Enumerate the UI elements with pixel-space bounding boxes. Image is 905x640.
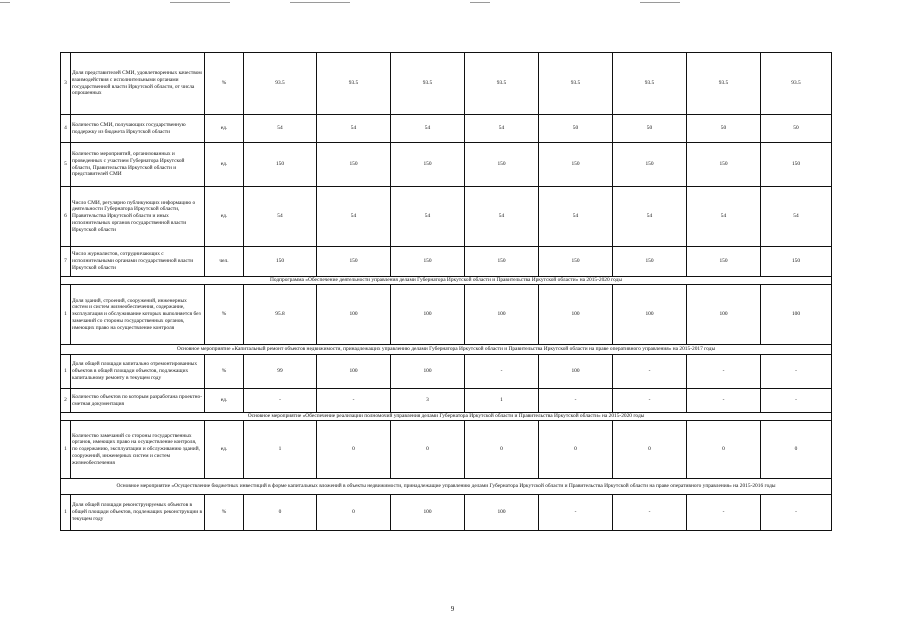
indicator-value: 100 <box>539 285 613 345</box>
unit-of-measure: % <box>205 355 244 389</box>
table-row <box>61 53 832 115</box>
unit-of-measure: % <box>205 53 244 115</box>
indicator-name: Количество мероприятий, организованных и проведенных с участием Губернатора Иркутской области, Правительства Иркутской области и представителей СМИ <box>71 143 205 187</box>
indicator-value: 0 <box>465 421 539 479</box>
table-row <box>61 247 832 277</box>
indicator-name: Доля зданий, строений, сооружений, инженерных систем и систем жизнеобеспечения, содержание, эксплуатация и обслуживание которых выполняется без замечаний со стороны государственных органов, имеющих право на осуществление контроля <box>71 285 205 345</box>
indicator-value: 150 <box>539 143 613 187</box>
indicator-name: Доля представителей СМИ, удовлетворенных качеством взаимодействия с исполнительными органами государственной власти Иркутской области, от числа опрошенных <box>71 53 205 115</box>
indicator-value: 150 <box>539 247 613 277</box>
indicator-value: 150 <box>761 247 832 277</box>
indicator-value: 0 <box>317 495 391 531</box>
indicator-value: 150 <box>317 143 391 187</box>
indicator-value: 150 <box>687 143 761 187</box>
row-number: 1 <box>61 285 71 345</box>
indicator-value: 100 <box>465 285 539 345</box>
row-number: 1 <box>61 421 71 479</box>
indicator-value: 150 <box>465 143 539 187</box>
section-header-row <box>61 413 832 421</box>
indicator-value: 150 <box>244 247 317 277</box>
indicator-value: 54 <box>465 115 539 143</box>
indicator-value: 54 <box>244 187 317 247</box>
section-title: Подпрограмма «Обеспечение деятельности управления делами Губернатора Иркутской области и Правительства Иркутской области» на 2015-2020 годы <box>61 277 832 285</box>
indicator-value: 0 <box>761 421 832 479</box>
indicator-value: 54 <box>613 187 687 247</box>
indicator-value: 0 <box>687 421 761 479</box>
page-number: 9 <box>450 605 455 613</box>
indicator-name: Число СМИ, регулярно публикующих информацию о деятельности Губернатора Иркутской области, Правительства Иркутской области и иных исполнительных органов государственной власти Иркутской области <box>71 187 205 247</box>
indicator-value: 95.8 <box>244 285 317 345</box>
indicator-value: 100 <box>687 285 761 345</box>
indicator-value: 150 <box>761 143 832 187</box>
indicator-value: 100 <box>317 355 391 389</box>
section-title: Основное мероприятие «Обеспечение реализации полномочий управления делами Губернатора Иркутской области и Правительства Иркутской области» на 2015-2020 годы <box>61 413 832 421</box>
table-row <box>61 355 832 389</box>
indicator-value: 50 <box>539 115 613 143</box>
section-header-row <box>61 277 832 285</box>
indicator-value: 100 <box>539 355 613 389</box>
indicator-value: 100 <box>613 285 687 345</box>
indicator-value: 150 <box>613 247 687 277</box>
indicator-value: - <box>761 355 832 389</box>
indicator-value: 93.5 <box>687 53 761 115</box>
unit-of-measure: ед. <box>205 421 244 479</box>
row-number: 1 <box>61 355 71 389</box>
indicator-value: 54 <box>465 187 539 247</box>
row-number: 7 <box>61 247 71 277</box>
indicator-value: 100 <box>465 495 539 531</box>
indicator-value: 100 <box>391 355 465 389</box>
row-number: 1 <box>61 495 71 531</box>
indicator-value: 1 <box>465 389 539 413</box>
unit-of-measure: % <box>205 495 244 531</box>
table-row <box>61 285 832 345</box>
unit-of-measure: чел. <box>205 247 244 277</box>
indicator-value: 150 <box>317 247 391 277</box>
indicator-value: - <box>761 389 832 413</box>
indicator-value: 93.5 <box>539 53 613 115</box>
indicator-value: - <box>687 389 761 413</box>
indicator-value: 3 <box>391 389 465 413</box>
indicator-value: 150 <box>465 247 539 277</box>
indicator-value: - <box>613 495 687 531</box>
indicator-value: 100 <box>391 285 465 345</box>
table-row <box>61 421 832 479</box>
scan-top-artifacts <box>0 0 905 8</box>
indicator-value: 54 <box>391 115 465 143</box>
unit-of-measure: ед. <box>205 389 244 413</box>
section-header-row <box>61 345 832 355</box>
indicator-value: 54 <box>317 115 391 143</box>
table-row <box>61 389 832 413</box>
indicator-value: 93.5 <box>317 53 391 115</box>
indicator-value: 100 <box>761 285 832 345</box>
indicator-value: - <box>761 495 832 531</box>
indicator-value: 0 <box>613 421 687 479</box>
indicator-value: 50 <box>761 115 832 143</box>
table-row <box>61 143 832 187</box>
table-row <box>61 115 832 143</box>
table-row <box>61 495 832 531</box>
section-header-row <box>61 479 832 495</box>
indicator-value: - <box>244 389 317 413</box>
indicator-value: - <box>317 389 391 413</box>
row-number: 3 <box>61 53 71 115</box>
indicator-value: 93.5 <box>391 53 465 115</box>
unit-of-measure: ед. <box>205 187 244 247</box>
indicator-value: - <box>613 389 687 413</box>
indicator-value: 150 <box>391 247 465 277</box>
indicator-value: 150 <box>244 143 317 187</box>
indicator-value: 50 <box>687 115 761 143</box>
indicator-value: 54 <box>761 187 832 247</box>
indicator-value: 93.5 <box>613 53 687 115</box>
indicator-value: - <box>539 389 613 413</box>
indicator-value: 0 <box>539 421 613 479</box>
indicator-name: Количество замечаний со стороны государственных органов, имеющих право на осуществление контроля, по содержанию, эксплуатации и обслуживанию зданий, сооружений, инженерных систем и систем жизнеобеспечения <box>71 421 205 479</box>
section-title: Основное мероприятие «Осуществление бюджетных инвестиций в форме капитальных вложений в объекты недвижимости, принадлежащие управлению делами Губернатора Иркутской области и Правительства Иркутской области на праве оперативного управления» на 2015-2016 годы <box>61 479 832 495</box>
row-number: 5 <box>61 143 71 187</box>
indicator-value: 0 <box>391 421 465 479</box>
unit-of-measure: ед. <box>205 115 244 143</box>
indicator-name: Количество СМИ, получающих государственную поддержку из бюджета Иркутской области <box>71 115 205 143</box>
indicator-value: 54 <box>687 187 761 247</box>
indicator-value: - <box>465 355 539 389</box>
unit-of-measure: ед. <box>205 143 244 187</box>
indicator-name: Количество объектов по которым разработана проектно-сметная документация <box>71 389 205 413</box>
indicator-value: 0 <box>244 495 317 531</box>
indicator-name: Доля общей площади капитально отремонтированных объектов в общей площади объектов, подлежащих капитальному ремонту в текущем году <box>71 355 205 389</box>
indicator-value: - <box>539 495 613 531</box>
indicator-value: 54 <box>317 187 391 247</box>
row-number: 4 <box>61 115 71 143</box>
indicator-value: - <box>687 495 761 531</box>
indicator-value: - <box>613 355 687 389</box>
indicator-value: 54 <box>539 187 613 247</box>
indicator-value: 1 <box>244 421 317 479</box>
indicator-value: 150 <box>687 247 761 277</box>
indicators-table <box>60 52 832 531</box>
indicator-value: 93.5 <box>244 53 317 115</box>
indicator-value: 93.5 <box>465 53 539 115</box>
row-number: 6 <box>61 187 71 247</box>
indicator-name: Доля общей площади реконструируемых объектов в общей площади объектов, подлежащих реконструкции в текущем году <box>71 495 205 531</box>
indicator-value: 54 <box>244 115 317 143</box>
indicator-value: 50 <box>613 115 687 143</box>
unit-of-measure: % <box>205 285 244 345</box>
indicator-value: 99 <box>244 355 317 389</box>
indicator-value: 100 <box>317 285 391 345</box>
indicator-value: 54 <box>391 187 465 247</box>
table-row <box>61 187 832 247</box>
indicator-value: 93.5 <box>761 53 832 115</box>
indicator-value: 150 <box>613 143 687 187</box>
indicator-value: - <box>687 355 761 389</box>
row-number: 2 <box>61 389 71 413</box>
indicator-value: 0 <box>317 421 391 479</box>
indicator-name: Число журналистов, сотрудничающих с исполнительными органами государственной власти Иркутской области <box>71 247 205 277</box>
indicator-value: 150 <box>391 143 465 187</box>
section-title: Основное мероприятие «Капитальный ремонт объектов недвижимости, принадлежащих управлению делами Губернатора Иркутской области и Правительства Иркутской области на праве оперативного управления» на 2015-2017 годы <box>61 345 832 355</box>
indicator-value: 100 <box>391 495 465 531</box>
